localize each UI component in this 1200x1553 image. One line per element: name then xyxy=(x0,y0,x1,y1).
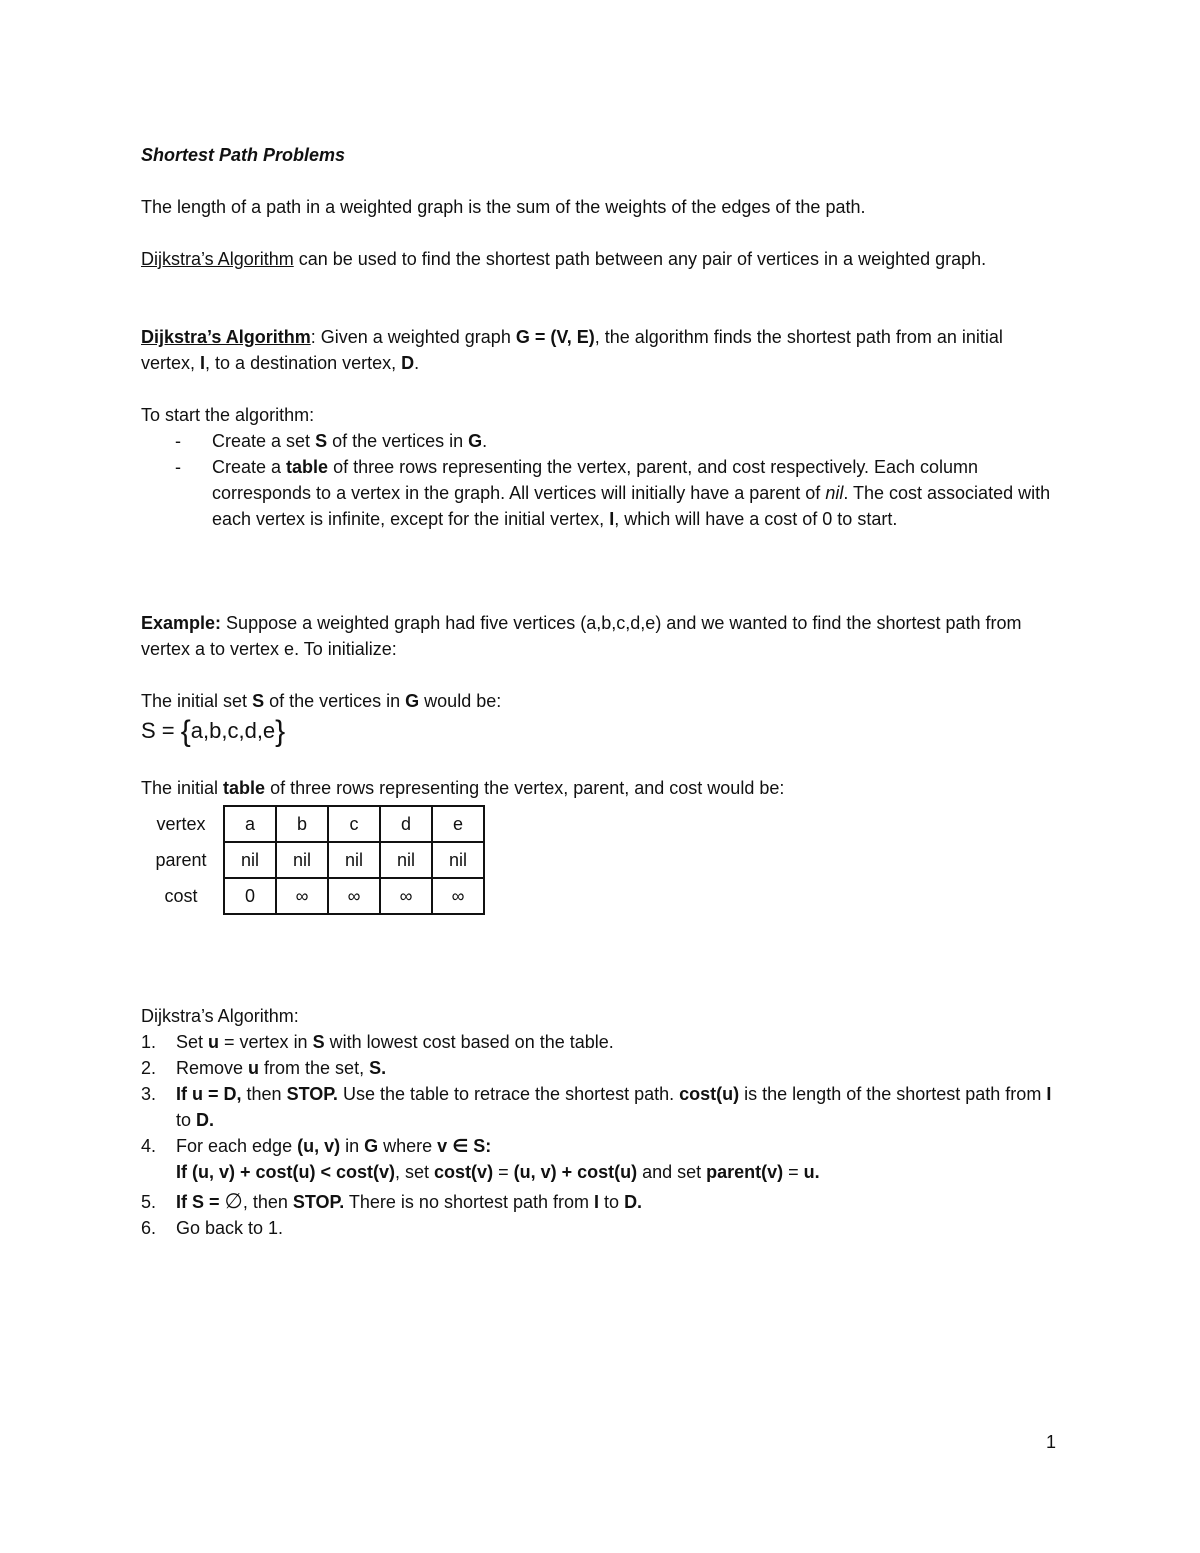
table-cell: c xyxy=(328,806,380,842)
list-item: 2. Remove u from the set, S. xyxy=(141,1058,387,1078)
table-cell: nil xyxy=(276,842,328,878)
table-cell: nil xyxy=(328,842,380,878)
example-label: Example: xyxy=(141,613,222,633)
start-list xyxy=(141,428,1061,532)
row-label: cost xyxy=(164,885,198,906)
definition-label: Dijkstra’s Algorithm xyxy=(141,327,311,347)
table-cell: 0 xyxy=(224,878,276,914)
table-cell: ∞ xyxy=(276,878,328,914)
document-page xyxy=(141,142,1061,1241)
table-cell: ∞ xyxy=(328,878,380,914)
list-item: 1. Set u = vertex in S with lowest cost based on the table. xyxy=(141,1032,614,1052)
table-row xyxy=(141,878,484,914)
empty-set-symbol: ∅ xyxy=(224,1190,243,1213)
initial-table xyxy=(141,805,485,915)
page-number: 1 xyxy=(1046,1432,1057,1452)
example-paragraph: Example: Suppose a weighted graph had five vertices (a,b,c,d,e) and we wanted to find the shortest path from vertex a to vertex e. To initialize: xyxy=(141,613,1022,659)
list-item: 4. For each edge (u, v) in G where v ∈ S: If (u, v) + cost(u) < cost(v), set cost(v) = (u, v) + cost(u) and set parent(v) = u. xyxy=(141,1136,820,1182)
table-row xyxy=(141,806,484,842)
table-cell: b xyxy=(276,806,328,842)
table-cell: nil xyxy=(224,842,276,878)
table-cell: d xyxy=(380,806,432,842)
set-intro: The initial set S of the vertices in G would be: xyxy=(141,691,502,711)
table-intro: The initial table of three rows representing the vertex, parent, and cost would be: xyxy=(141,778,785,798)
row-label: vertex xyxy=(156,813,206,834)
definition-paragraph: Dijkstra’s Algorithm: Given a weighted graph G = (V, E), the algorithm finds the shortest path from an initial vertex, I, to a destination vertex, D. xyxy=(141,327,1003,373)
row-label: parent xyxy=(155,849,207,870)
list-item: 6. Go back to 1. xyxy=(141,1218,284,1238)
table-cell: ∞ xyxy=(380,878,432,914)
dijkstra-intro-paragraph: Dijkstra’s Algorithm can be used to find the shortest path between any pair of vertices in a weighted graph. xyxy=(141,249,987,269)
table-cell: ∞ xyxy=(432,878,484,914)
dijkstra-term: Dijkstra’s Algorithm xyxy=(141,249,294,269)
intro-paragraph: The length of a path in a weighted graph is the sum of the weights of the edges of the path. xyxy=(141,197,866,217)
list-item: - Create a set S of the vertices in G. xyxy=(141,428,1061,454)
table-row xyxy=(141,842,484,878)
list-item: 5. If S = ∅, then STOP. There is no shortest path from I to D. xyxy=(141,1190,643,1213)
set-equation: S = {a,b,c,d,e} xyxy=(141,715,286,748)
document-title: Shortest Path Problems xyxy=(141,145,346,165)
table-cell: e xyxy=(432,806,484,842)
algorithm-heading: Dijkstra’s Algorithm: xyxy=(141,1006,299,1026)
algorithm-steps xyxy=(141,1029,1061,1241)
list-item: - Create a table of three rows representing the vertex, parent, and cost respectively. Each column corresponds to a vertex in the graph. All vertices will initially have a parent of nil. The cost associated with each vertex is infinite, except for the initial vertex, I, which will have a cost of 0 to start. xyxy=(141,454,1061,532)
table-cell: nil xyxy=(380,842,432,878)
list-item: 3. If u = D, then STOP. Use the table to retrace the shortest path. cost(u) is the length of the shortest path from I to D. xyxy=(141,1084,1052,1130)
table-cell: a xyxy=(224,806,276,842)
start-heading: To start the algorithm: xyxy=(141,405,315,425)
table-cell: nil xyxy=(432,842,484,878)
